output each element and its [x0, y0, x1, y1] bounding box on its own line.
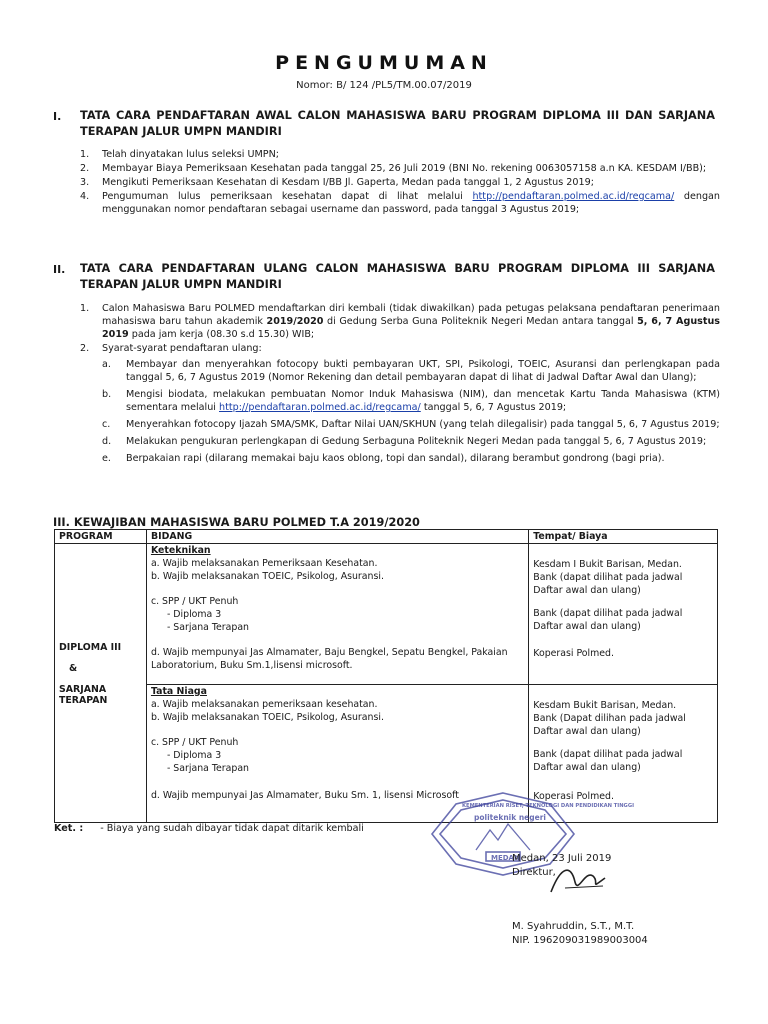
section-3-title: III. KEWAJIBAN MAHASISWA BARU POLMED T.A 2019/2020: [53, 516, 420, 529]
signature-place-date: Medan, 23 Juli 2019: [512, 853, 612, 864]
regcama-link[interactable]: http://pendaftaran.polmed.ac.id/regcama/: [219, 402, 421, 413]
section-1-number: I.: [53, 110, 62, 123]
column-header: BIDANG: [146, 530, 528, 544]
sublist-item: e. Berpakaian rapi (dilarang memakai baju kaos oblong, topi dan sandal), dilarang berambut gondrong (bagi pria).: [102, 453, 665, 464]
section-2-heading: TATA CARA PENDAFTARAN ULANG CALON MAHASISWA BARU PROGRAM DIPLOMA III SARJANA TERAPAN JALUR UMPN MANDIRI: [80, 262, 715, 291]
document-number: Nomor: B/ 124 /PL5/TM.00.07/2019: [296, 80, 472, 91]
section-2-list: [80, 302, 720, 469]
signatory-nip: NIP. 196209031989003004: [512, 935, 648, 946]
table-row: [55, 544, 718, 685]
svg-text:MEDAN: MEDAN: [491, 854, 520, 862]
list-item: 2. Syarat-syarat pendaftaran ulang: a. Membayar dan menyerahkan fotocopy bukti pembayaran UKT, SPI, Psikologi, TOEIC, Asuransi dan perlengkapan pada tanggal 5, 6, 7 Agustus 2019 (Nomor Rekening dan detail pembayaran dapat di lihat di Jadwal Daftar Awal dan Ulang); b. Mengisi biodata, melakukan pembuatan Nomor Induk Mahasiswa (NIM), dan mencetak Kartu Tanda Mahasiswa (KTM) sementara melalui http://pendaftaran.polmed.ac.id/regcama/ tanggal 5, 6, 7 Agustus 2019; c. Menyerahkan fotocopy Ijazah SMA/SMK, Daftar Nilai UAN/SKHUN (yang telah dilegalisir) pada tanggal 5, 6, 7 Agustus 2019; d. Melakukan pengukuran perlengkapan di Gedung Serbaguna Politeknik Negeri Medan pada tanggal 5, 6, 7 Agustus 2019; e. Berpakaian rapi (dilarang memakai baju kaos oblong, topi dan sandal), dilarang berambut gondrong (bagi pria).: [80, 343, 720, 464]
obligations-table: [54, 529, 718, 823]
sublist-item: d. Melakukan pengukuran perlengkapan di Gedung Serbaguna Politeknik Negeri Medan pada tanggal 5, 6, 7 Agustus 2019;: [102, 436, 707, 447]
section-1-list: [80, 148, 720, 217]
sublist-item: b. Mengisi biodata, melakukan pembuatan Nomor Induk Mahasiswa (NIM), dan mencetak Kartu Tanda Mahasiswa (KTM) sementara melalui http://pendaftaran.polmed.ac.id/regcama/ tanggal 5, 6, 7 Agustus 2019;: [102, 389, 720, 413]
list-item: 1. Calon Mahasiswa Baru POLMED mendaftarkan diri kembali (tidak diwakilkan) pada petugas pelaksana pendaftaran penerimaan mahasiswa baru tahun akademik 2019/2020 di Gedung Serba Guna Politeknik Negeri Medan antara tanggal 5, 6, 7 Agustus 2019 pada jam kerja (08.30 s.d 15.30) WIB;: [80, 303, 720, 340]
footnote: Ket. : - Biaya yang sudah dibayar tidak dapat ditarik kembali: [54, 823, 364, 834]
program-cell: DIPLOMA III & SARJANA TERAPAN: [55, 544, 147, 823]
signature-role: Direktur,: [512, 867, 556, 878]
section-2-number: II.: [53, 263, 66, 276]
list-item: 4. Pengumuman lulus pemeriksaan kesehatan dapat di lihat melalui http://pendaftaran.polmed.ac.id/regcama/ dengan menggunakan nomor pendaftaran sebagai username dan password, pada tanggal 3 Agustus 2019;: [80, 191, 720, 215]
handwritten-signature-icon: [545, 860, 615, 900]
requirements-sublist: [102, 358, 720, 465]
list-item: 2. Membayar Biaya Pemeriksaan Kesehatan pada tanggal 25, 26 Juli 2019 (BNI No. rekening 0063057158 a.n KA. KESDAM I/BB);: [80, 163, 707, 174]
section-1-heading: TATA CARA PENDAFTARAN AWAL CALON MAHASISWA BARU PROGRAM DIPLOMA III DAN SARJANA TERAPAN JALUR UMPN MANDIRI: [80, 109, 715, 138]
tempat-cell-tata-niaga: Kesdam Bukit Barisan, Medan. Bank (Dapat dilihan pada jadwal Daftar awal dan ulang) Bank (dapat dilihat pada jadwal Daftar awal dan ulang) Koperasi Polmed.: [529, 685, 718, 823]
column-header: PROGRAM: [55, 530, 147, 544]
list-item: 3. Mengikuti Pemeriksaan Kesehatan di Kesdam I/BB Jl. Gaperta, Medan pada tanggal 1, 2 Agustus 2019;: [80, 177, 594, 188]
tempat-cell-keteknikan: Kesdam I Bukit Barisan, Medan. Bank (dapat dilihat pada jadwal Daftar awal dan ulang) Bank (dapat dilihat pada jadwal Daftar awal dan ulang) Koperasi Polmed.: [529, 544, 718, 685]
table-header-row: [55, 530, 718, 544]
bidang-cell-keteknikan: Keteknikan a. Wajib melaksanakan Pemeriksaan Kesehatan. b. Wajib melaksanakan TOEIC, Psikolog, Asuransi. c. SPP / UKT Penuh - Diploma 3 - Sarjana Terapan d. Wajib mempunyai Jas Almamater, Baju Bengkel, Sepatu Bengkel, Pakaian Laboratorium, Buku Sm.1,lisensi microsoft.: [146, 544, 528, 685]
sublist-item: c. Menyerahkan fotocopy Ijazah SMA/SMK, Daftar Nilai UAN/SKHUN (yang telah dilegalisir) pada tanggal 5, 6, 7 Agustus 2019;: [102, 419, 720, 430]
bidang-cell-tata-niaga: Tata Niaga a. Wajib melaksanakan pemeriksaan kesehatan. b. Wajib melaksanakan TOEIC, Psikolog, Asuransi. c. SPP / UKT Penuh - Diploma 3 - Sarjana Terapan d. Wajib mempunyai Jas Almamater, Buku Sm. 1, lisensi Microsoft: [146, 685, 528, 823]
list-item: 1. Telah dinyatakan lulus seleksi UMPN;: [80, 149, 280, 160]
sublist-item: a. Membayar dan menyerahkan fotocopy bukti pembayaran UKT, SPI, Psikologi, TOEIC, Asuransi dan perlengkapan pada tanggal 5, 6, 7 Agustus 2019 (Nomor Rekening dan detail pembayaran dapat di lihat di Jadwal Daftar Awal dan Ulang);: [102, 359, 720, 383]
svg-text:politeknik negeri: politeknik negeri: [474, 813, 546, 822]
svg-text:KEMENTERIAN RISET, TEKNOLOGI D: KEMENTERIAN RISET, TEKNOLOGI DAN PENDIDIKAN TINGGI: [462, 803, 635, 809]
signatory-name: M. Syahruddin, S.T., M.T.: [512, 921, 635, 932]
page-title: PENGUMUMAN: [275, 52, 493, 74]
column-header: Tempat/ Biaya: [529, 530, 718, 544]
table-row: [55, 685, 718, 823]
regcama-link[interactable]: http://pendaftaran.polmed.ac.id/regcama/: [472, 191, 675, 202]
